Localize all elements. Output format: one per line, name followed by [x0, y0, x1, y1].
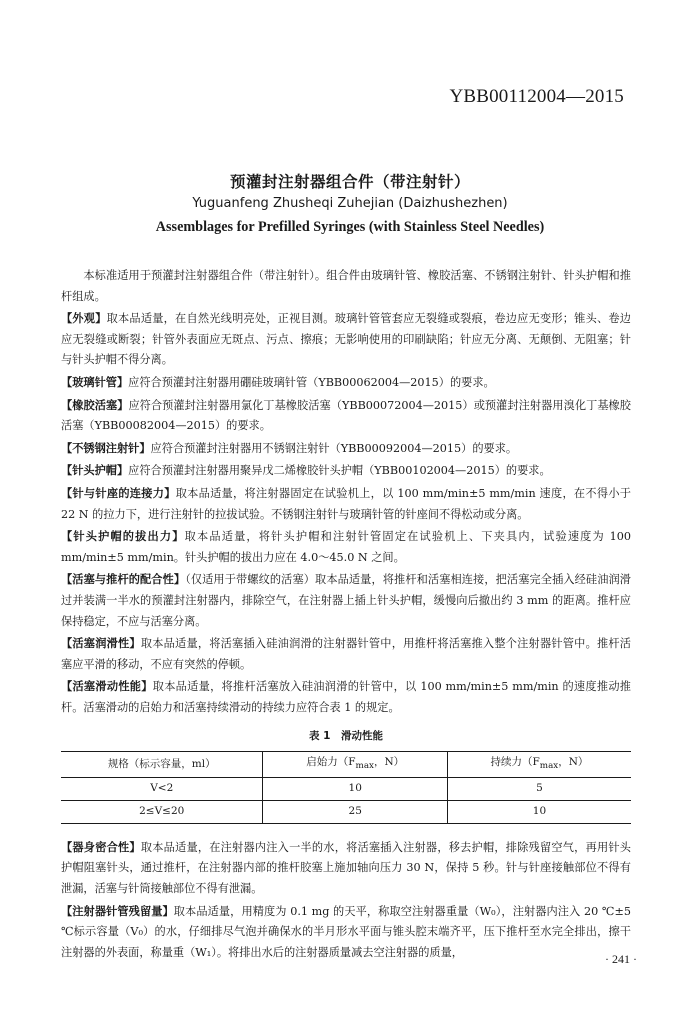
section-paragraph: [61, 373, 631, 394]
sliding-performance-table: [61, 751, 631, 824]
table-header-start-force: 启始力（$F_{max}$，N）: [263, 752, 447, 778]
section-paragraph: [61, 309, 631, 371]
sections-before-table: [61, 309, 631, 718]
section-text: 取本品适量，用精度为 0.1 mg 的天平，称取空注射器重量（W₀），注射器内注入 20 ℃±5 ℃标示容量（V₀）的水，仔细排尽气泡并确保水的半月形水平面与锥头腔末端齐平，压下推杆至水完全排出，擦干注射器的外表面，称量重（W₁）。将排出水后的注射器质量减去空注射器的质量，: [61, 904, 631, 959]
table-row: [61, 800, 631, 823]
table-header-sustain-force: 持续力（$F_{max}$，N）: [447, 752, 631, 778]
table-caption: 表 1 滑动性能: [309, 730, 383, 743]
section-heading: 【器身密合性】: [61, 840, 141, 854]
section-heading: 【玻璃针管】: [61, 375, 129, 389]
page-number: · 241 ·: [605, 952, 637, 966]
section-text: 取本品适量，将注射器固定在试验机上，以 100 mm/min±5 mm/min 速度，在不得小于 22 N 的拉力下，进行注射针的拉拔试验。不锈钢注射针与玻璃针管的针座间不得松动或分离。: [61, 486, 631, 521]
section-paragraph: [61, 461, 631, 482]
table-cell: 5: [447, 777, 631, 800]
section-paragraph: [61, 634, 631, 675]
section-paragraph: [61, 677, 631, 718]
section-paragraph: [61, 396, 631, 437]
section-heading: 【不锈钢注射针】: [61, 441, 151, 455]
section-heading: 【活塞润滑性】: [61, 637, 141, 651]
section-paragraph: [61, 570, 631, 632]
table-cell: 25: [263, 800, 447, 823]
section-text: 应符合预灌封注射器用聚异戊二烯橡胶针头护帽（YBB00102004—2015）的要求。: [128, 464, 551, 478]
section-paragraph: [61, 902, 631, 964]
body-text: [61, 266, 631, 965]
table-header-spec: 规格（标示容量，ml）: [107, 758, 216, 771]
section-paragraph: [61, 838, 631, 900]
section-text: 取本品适量，将推杆活塞放入硅油润滑的针管中，以 100 mm/min±5 mm/min 的速度推动推杆。活塞滑动的启始力和活塞持续滑动的持续力应符合表 1 的规定。: [61, 680, 631, 714]
title-pinyin: Yuguanfeng Zhusheqi Zuhejian (Daizhushezhen): [192, 196, 508, 211]
section-heading: 【针与针座的连接力】: [61, 486, 176, 500]
document-number: YBB00112004—2015: [449, 86, 624, 107]
table-row: [61, 777, 631, 800]
section-text: （仅适用于带螺纹的活塞）取本品适量，将推杆和活塞相连接，把活塞完全插入经硅油润滑过并装满一半水的预灌封注射器内，排除空气，在注射器上插上针头护帽，缓慢向后撤出约 3 mm 的距离。推杆应保持稳定，不应与活塞分离。: [61, 573, 631, 628]
section-heading: 【针头护帽】: [61, 464, 129, 478]
section-heading: 【注射器针管残留量】: [61, 904, 174, 918]
section-paragraph: [61, 484, 631, 525]
section-text: 取本品适量，将针头护帽和注射针管固定在试验机上、下夹具内，试验速度为 100 mm/min±5 mm/min。针头护帽的拔出力应在 4.0～45.0 N 之间。: [61, 530, 631, 564]
title-english: Assemblages for Prefilled Syringes (with Stainless Steel Needles): [155, 219, 545, 235]
section-heading: 【针头护帽的拔出力】: [61, 530, 185, 544]
section-heading: 【活塞与推杆的配合性】: [61, 573, 186, 587]
section-paragraph: [61, 527, 631, 568]
section-text: 应符合预灌封注射器用不锈钢注射针（YBB00092004—2015）的要求。: [150, 441, 518, 455]
table-header-row: [61, 752, 631, 778]
title-chinese: 预灌封注射器组合件（带注射针）: [229, 173, 470, 191]
table-cell: 10: [447, 800, 631, 823]
intro-paragraph: 本标准适用于预灌封注射器组合件（带注射针）。组合件由玻璃针管、橡胶活塞、不锈钢注射针、针头护帽和推杆组成。: [61, 269, 631, 303]
section-text: 应符合预灌封注射器用氯化丁基橡胶活塞（YBB00072004—2015）或预灌封注射器用溴化丁基橡胶活塞（YBB00082004—2015）的要求。: [61, 398, 631, 433]
section-text: 应符合预灌封注射器用硼硅玻璃针管（YBB00062004—2015）的要求。: [128, 375, 495, 389]
table-cell: 2≤V≤20: [139, 805, 185, 818]
section-text: 取本品适量，在注射器内注入一半的水，将活塞插入注射器，移去护帽，排除残留空气，再用针头护帽阻塞针头，通过推杆，在注射器内部的推杆胶塞上施加轴向压力 30 N，保持 5 秒。针与针座接触部位不得有泄漏，活塞与针筒接触部位不得有泄漏。: [61, 840, 631, 895]
section-heading: 【橡胶活塞】: [61, 398, 129, 412]
section-heading: 【外观】: [61, 312, 107, 326]
section-paragraph: [61, 439, 631, 460]
table-cell: 10: [263, 777, 447, 800]
section-text: 取本品适量，将活塞插入硅油润滑的注射器针管中，用推杆将活塞推入整个注射器针管中。推杆活塞应平滑的移动，不应有突然的停顿。: [61, 637, 631, 671]
sections-after-table: [61, 838, 631, 964]
section-heading: 【活塞滑动性能】: [61, 680, 153, 694]
section-text: 取本品适量，在自然光线明亮处，正视目测。玻璃针管管套应无裂缝或裂痕，卷边应无变形；锥头、卷边应无裂缝或断裂；针管外表面应无斑点、污点、擦痕；无影响使用的印刷缺陷；针应无分离、无颠倒、无阻塞；针与针头护帽不得分离。: [61, 312, 631, 367]
table-cell: V<2: [150, 782, 174, 795]
